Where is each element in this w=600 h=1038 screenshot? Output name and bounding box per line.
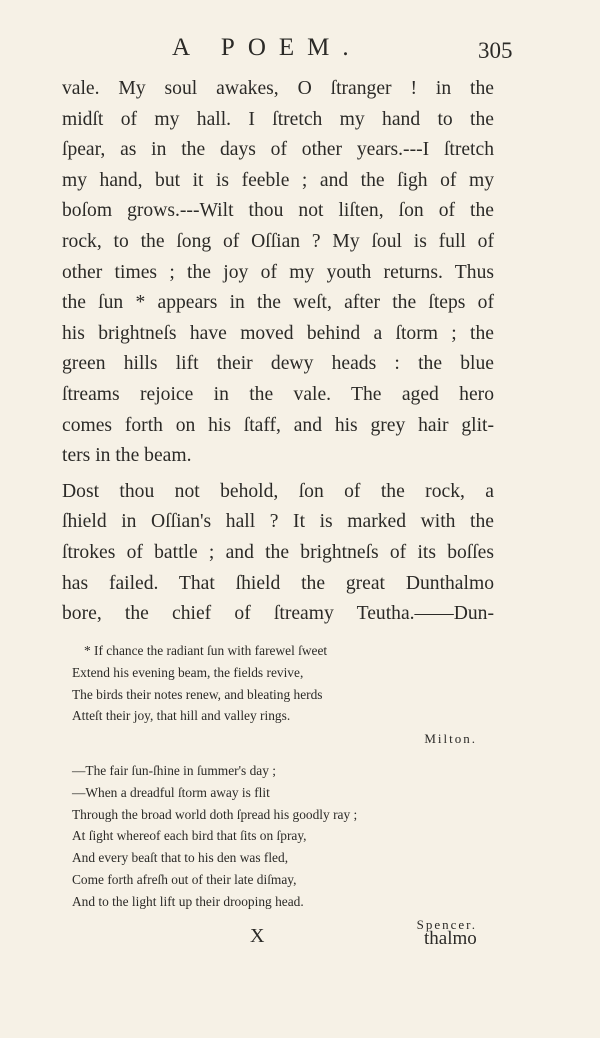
text-line: his brightneſs have moved behind a ſtorm ; the (62, 322, 494, 344)
text-line: rock, to the ſong of Oſſian ? My ſoul is full of (62, 230, 494, 252)
running-head (0, 34, 600, 64)
text-line: other times ; the joy of my youth returns. Thus (62, 261, 494, 283)
text-line: has failed. That ſhield the great Dunthalmo (62, 572, 494, 594)
catchword: thalmo (424, 928, 477, 949)
text-line: comes forth on his ſtaff, and his grey hair glit- (62, 414, 494, 436)
footnote-attribution-spencer: Spencer. (416, 916, 477, 932)
footnote-line: And every beaſt that to his den was fled, (72, 850, 289, 866)
footnote-line: At ſight whereof each bird that ſits on ſpray, (72, 828, 307, 844)
text-line: ſpear, as in the days of other years.---I ſtretch (62, 139, 494, 161)
main-text (62, 74, 494, 630)
footnote-line: Extend his evening beam, the fields revive, (72, 664, 304, 680)
text-line: bore, the chief of ſtreamy Teutha.——Dun- (62, 603, 494, 625)
page-number: 305 (478, 38, 513, 63)
text-line: the ſun * appears in the weſt, after the ſteps of (62, 292, 494, 314)
text-line: green hills lift their dewy heads : the blue (62, 353, 494, 375)
footnote-block (72, 640, 477, 935)
footnote-line: Through the broad world doth ſpread his goodly ray ; (72, 806, 358, 822)
text-line: vale. My soul awakes, O ſtranger ! in the (62, 78, 494, 99)
footnote-line: * If chance the radiant ſun with farewel ſweet (84, 643, 328, 658)
text-line: ſtrokes of battle ; and the brightneſs of its boſſes (62, 541, 494, 563)
footnote-line: —The fair ſun-ſhine in ſummer's day ; (72, 762, 276, 778)
footnote-line: Atteſt their joy, that hill and valley rings. (72, 708, 291, 724)
text-line: midſt of my hall. I ſtretch my hand to the (62, 108, 494, 130)
footnote-line: The birds their notes renew, and bleating herds (72, 686, 323, 702)
footnote-line: —When a dreadful ſtorm away is flit (72, 784, 270, 800)
text-line: ſhield in Oſſian's hall ? It is marked with the (62, 511, 494, 533)
signature-mark: X (250, 925, 265, 947)
footnote-attribution-milton: Milton. (424, 731, 477, 747)
running-title: A POEM. (172, 34, 362, 61)
footnote-line: And to the light lift up their drooping head. (72, 893, 304, 909)
paragraph-start-line: Dost thou not behold, ſon of the rock, a (62, 480, 494, 502)
text-line: my hand, but it is feeble ; and the ſigh of my (62, 169, 494, 191)
footnote-line: Come forth afreſh out of their late diſmay, (72, 871, 297, 887)
text-line: ters in the beam. (62, 445, 192, 467)
text-line: ſtreams rejoice in the vale. The aged hero (62, 383, 494, 405)
text-line: boſom grows.---Wilt thou not liſten, ſon of the (62, 200, 494, 222)
